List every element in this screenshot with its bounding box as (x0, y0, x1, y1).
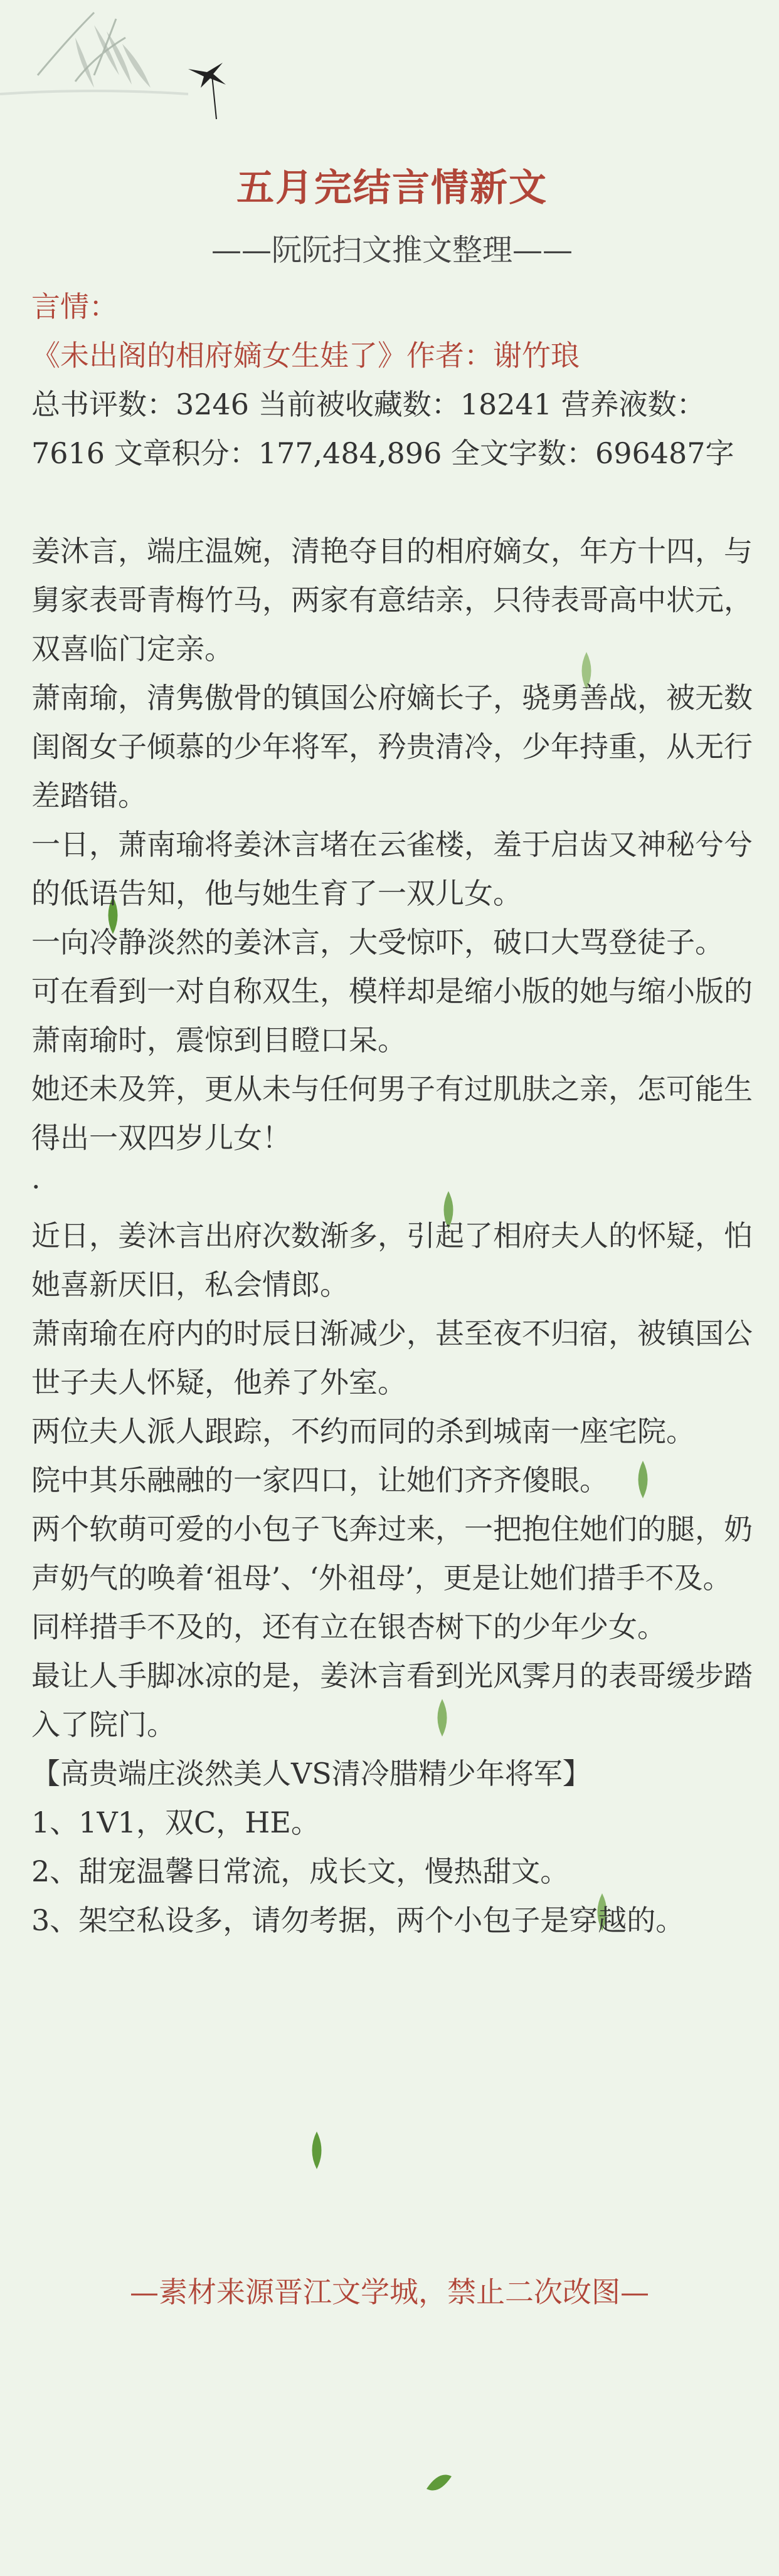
synopsis-paragraph: 可在看到一对自称双生，模样却是缩小版的她与缩小版的萧南瑜时，震惊到目瞪口呆。 (31, 974, 753, 1057)
synopsis-paragraph: 萧南瑜，清隽傲骨的镇国公府嫡长子，骁勇善战，被无数闺阁女子倾慕的少年将军，矜贵清冷，少年持重，从无行差踏错。 (31, 681, 753, 812)
post-content (31, 163, 753, 1945)
note-item: 1、1V1，双C，HE。 (31, 1806, 320, 1839)
synopsis-paragraph: 一向冷静淡然的姜沐言，大受惊吓，破口大骂登徒子。 (31, 925, 724, 959)
tagline: 【高贵端庄淡然美人VS清冷腊精少年将军】 (31, 1757, 591, 1790)
synopsis-paragraph: 两个软萌可爱的小包子飞奔过来，一把抱住她们的腿，奶声奶气的唤着‘祖母’、‘外祖母’，更是让她们措手不及。 (31, 1512, 753, 1595)
source-footer: —素材来源晋江文学城，禁止二次改图— (130, 2275, 649, 2309)
synopsis-paragraph: 萧南瑜在府内的时辰日渐减少，甚至夜不归宿，被镇国公世子夫人怀疑，他养了外室。 (31, 1317, 753, 1399)
book-stats: 总书评数：3246 当前被收藏数：18241 营养液数：7616 文章积分：177,484,896 全文字数：696487字 (31, 387, 734, 470)
section-label: 言情： (31, 290, 118, 323)
falling-leaf-icon (427, 2470, 452, 2495)
synopsis-paragraph: 她还未及笄，更从未与任何男子有过肌肤之亲，怎可能生得出一双四岁儿女！ (31, 1072, 753, 1155)
synopsis-paragraph: 近日，姜沐言出府次数渐多，引起了相府夫人的怀疑，怕她喜新厌旧，私会情郎。 (31, 1219, 753, 1301)
swallow-bird-icon (188, 63, 226, 119)
synopsis-paragraph: 院中其乐融融的一家四口，让她们齐齐傻眼。 (31, 1463, 608, 1497)
synopsis-paragraph: 姜沐言，端庄温婉，清艳夺目的相府嫡女，年方十四，与舅家表哥青梅竹马，两家有意结亲，只待表哥高中状元，双喜临门定亲。 (31, 534, 753, 666)
synopsis-paragraph: 两位夫人派人跟踪，不约而同的杀到城南一座宅院。 (31, 1414, 695, 1448)
book-title: 《未出阁的相府嫡女生娃了》作者：谢竹琅 (31, 339, 580, 372)
synopsis-paragraph: 同样措手不及的，还有立在银杏树下的少年少女。 (31, 1610, 666, 1644)
spacer (31, 478, 753, 527)
page-title: 五月完结言情新文 (236, 166, 548, 210)
page-subtitle: ——阮阮扫文推文整理—— (211, 233, 573, 268)
falling-leaf-icon (307, 2132, 326, 2169)
separator-dot: · (31, 1170, 41, 1204)
note-item: 3、架空私设多，请勿考据，两个小包子是穿越的。 (31, 1903, 685, 1937)
synopsis-paragraph: 一日，萧南瑜将姜沐言堵在云雀楼，羞于启齿又神秘兮兮的低语告知，他与她生育了一双儿女。 (31, 828, 753, 910)
note-item: 2、甜宠温馨日常流，成长文，慢热甜文。 (31, 1854, 570, 1888)
bamboo-decoration (0, 0, 301, 150)
synopsis-paragraph: 最让人手脚冰凉的是，姜沐言看到光风霁月的表哥缓步踏入了院门。 (31, 1659, 753, 1742)
